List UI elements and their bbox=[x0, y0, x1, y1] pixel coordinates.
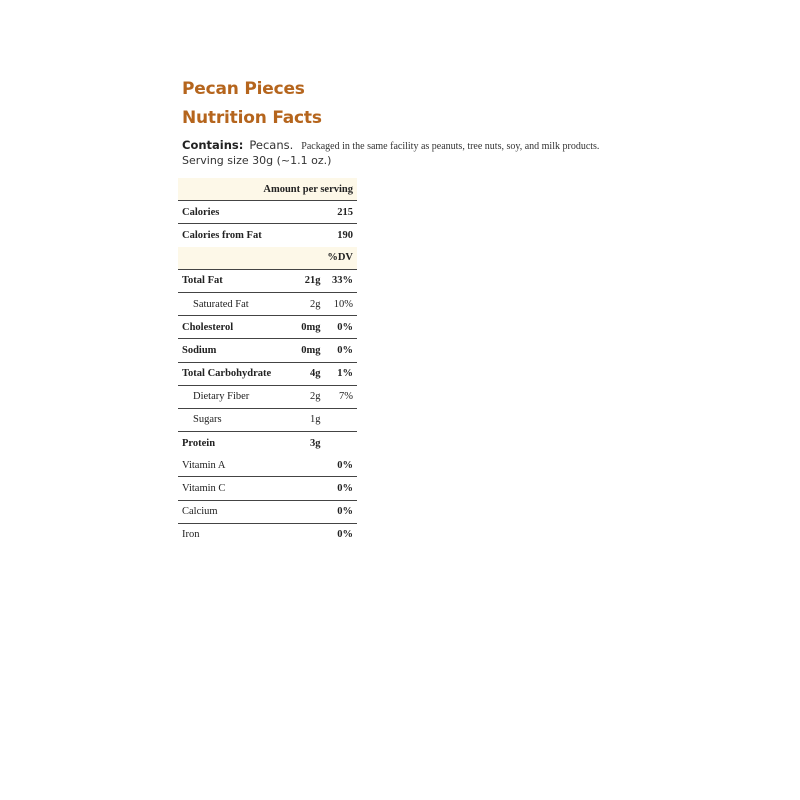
nutrient-label: Dietary Fiber bbox=[178, 385, 295, 408]
vitamin-label: Vitamin C bbox=[178, 477, 295, 500]
facility-note: Packaged in the same facility as peanuts, tree nuts, soy, and milk products. bbox=[301, 141, 600, 152]
vitamin-label: Vitamin A bbox=[178, 454, 295, 477]
calories-from-fat-value: 190 bbox=[337, 229, 353, 241]
nutrient-dv: 10% bbox=[325, 292, 357, 315]
nutrient-label: Sugars bbox=[178, 408, 295, 431]
table-row bbox=[178, 500, 357, 523]
table-row bbox=[178, 292, 357, 315]
nutrient-amount: 2g bbox=[295, 385, 325, 408]
nutrient-amount: 1g bbox=[295, 408, 325, 431]
table-row bbox=[178, 339, 357, 362]
calories-label: Calories bbox=[178, 201, 295, 224]
vitamin-dv: 0% bbox=[325, 454, 357, 477]
nutrient-dv bbox=[325, 432, 357, 455]
table-row bbox=[178, 477, 357, 500]
nutrient-label: Sodium bbox=[178, 339, 295, 362]
nutrient-amount: 3g bbox=[310, 437, 321, 449]
vitamin-label: Calcium bbox=[178, 500, 295, 523]
allergen-line bbox=[182, 134, 599, 153]
nutrient-amount: 21g bbox=[295, 269, 325, 292]
nutrient-label: Protein bbox=[182, 437, 216, 449]
nutrient-dv: 0% bbox=[325, 316, 357, 339]
table-row bbox=[178, 269, 357, 292]
nutrient-dv: 7% bbox=[325, 385, 357, 408]
calories-from-fat-row bbox=[178, 224, 357, 247]
nutrition-facts-heading: Nutrition Facts bbox=[182, 108, 322, 128]
vitamin-dv: 0% bbox=[337, 529, 353, 541]
dv-header: %DV bbox=[178, 247, 357, 270]
table-row bbox=[178, 408, 357, 431]
serving-size: Serving size 30g (~1.1 oz.) bbox=[182, 154, 332, 167]
nutrient-amount: 0mg bbox=[295, 316, 325, 339]
table-row bbox=[178, 362, 357, 385]
table-row bbox=[178, 432, 357, 455]
table-row bbox=[178, 454, 357, 477]
nutrient-label: Cholesterol bbox=[178, 316, 295, 339]
calories-value: 215 bbox=[325, 201, 357, 224]
calories-from-fat-label: Calories from Fat bbox=[182, 229, 262, 241]
vitamin-label: Iron bbox=[182, 529, 200, 541]
nutrient-label: Saturated Fat bbox=[178, 292, 295, 315]
contains-value: Pecans. bbox=[249, 138, 294, 152]
nutrient-label: Total Carbohydrate bbox=[178, 362, 295, 385]
nutrient-amount: 2g bbox=[295, 292, 325, 315]
vitamin-dv: 0% bbox=[325, 477, 357, 500]
amount-header-row bbox=[178, 178, 357, 201]
table-row bbox=[178, 385, 357, 408]
nutrient-dv: 33% bbox=[325, 269, 357, 292]
nutrient-amount: 4g bbox=[295, 362, 325, 385]
product-title: Pecan Pieces bbox=[182, 79, 305, 99]
nutrition-table bbox=[178, 178, 357, 546]
table-row bbox=[178, 316, 357, 339]
contains-label: Contains: bbox=[182, 138, 244, 152]
table-row bbox=[178, 523, 357, 546]
nutrient-label: Total Fat bbox=[178, 269, 295, 292]
nutrient-dv: 1% bbox=[325, 362, 357, 385]
calories-row bbox=[178, 201, 357, 224]
nutrient-dv bbox=[325, 408, 357, 431]
nutrient-dv: 0% bbox=[325, 339, 357, 362]
vitamin-dv: 0% bbox=[325, 500, 357, 523]
nutrient-amount: 0mg bbox=[295, 339, 325, 362]
amount-per-serving-header: Amount per serving bbox=[178, 178, 357, 201]
dv-header-row bbox=[178, 247, 357, 270]
